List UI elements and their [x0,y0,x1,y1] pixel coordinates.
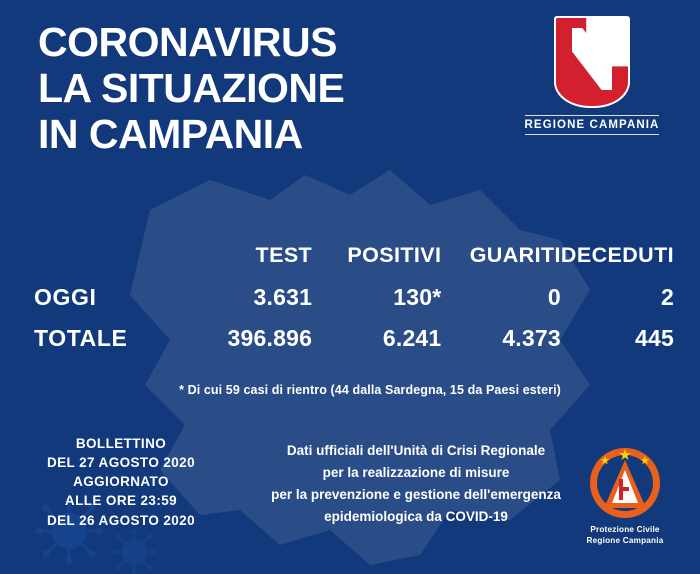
oggi-deceduti-value: 2 [661,284,674,310]
totale-test-value: 396.896 [227,325,313,351]
table-row [34,284,674,325]
statistics-table [34,243,674,366]
title-line-3: IN CAMPANIA [38,110,303,157]
bollettino-line-2: DEL 27 AGOSTO 2020 [46,455,195,471]
protezione-civile-logo [566,446,684,546]
protezione-civile-caption [566,524,684,546]
oggi-test-value: 3.631 [253,284,313,310]
totale-guariti-value: 4.373 [502,325,561,351]
protezione-civile-logo-icon [588,446,662,520]
region-logo-label: REGIONE CAMPANIA [525,115,660,135]
poster-title [38,20,344,158]
table-row [34,325,674,366]
column-header-deceduti: DECEDUTI [560,243,674,267]
official-line-3: per la prevenzione e gestione dell'emergenza [271,487,561,502]
column-header-positivi: POSITIVI [347,243,442,267]
bollettino-line-4: ALLE ORE 23:59 [64,493,178,509]
virus-decoration-secondary-icon [110,528,158,574]
oggi-positivi-value: 130* [393,284,442,310]
official-text-block [236,440,596,528]
bollettino-line-1: BOLLETTINO [75,436,167,451]
official-line-2: per la realizzazione di misure [322,465,510,480]
column-header-guariti: GUARITI [469,243,561,267]
table-corner-header [34,243,183,284]
official-line-1: Dati ufficiali dell'Unità di Crisi Regionale [286,443,546,458]
title-line-1: CORONAVIRUS [38,19,337,65]
official-line-4: epidemiologica da COVID-19 [324,509,508,524]
row-label-totale: TOTALE [34,325,128,351]
column-header-test: TEST [255,243,313,267]
pc-caption-line-1: Protezione Civile [590,524,660,534]
region-campania-logo [508,16,676,135]
bollettino-block [26,434,216,530]
bollettino-line-5: DEL 26 AGOSTO 2020 [46,512,195,528]
campania-crest-icon [554,16,630,108]
totale-deceduti-value: 445 [635,325,674,351]
oggi-guariti-value: 0 [547,284,561,310]
row-label-oggi: OGGI [34,284,97,310]
table-footnote: * Di cui 59 casi di rientro (44 dalla Sardegna, 15 da Paesi esteri) [179,383,561,397]
bollettino-line-3: AGGIORNATO [73,474,169,490]
title-line-2: LA SITUAZIONE [38,64,345,111]
table-header-row [34,243,674,284]
totale-positivi-value: 6.241 [382,325,442,351]
pc-caption-line-2: Regione Campania [586,535,664,545]
